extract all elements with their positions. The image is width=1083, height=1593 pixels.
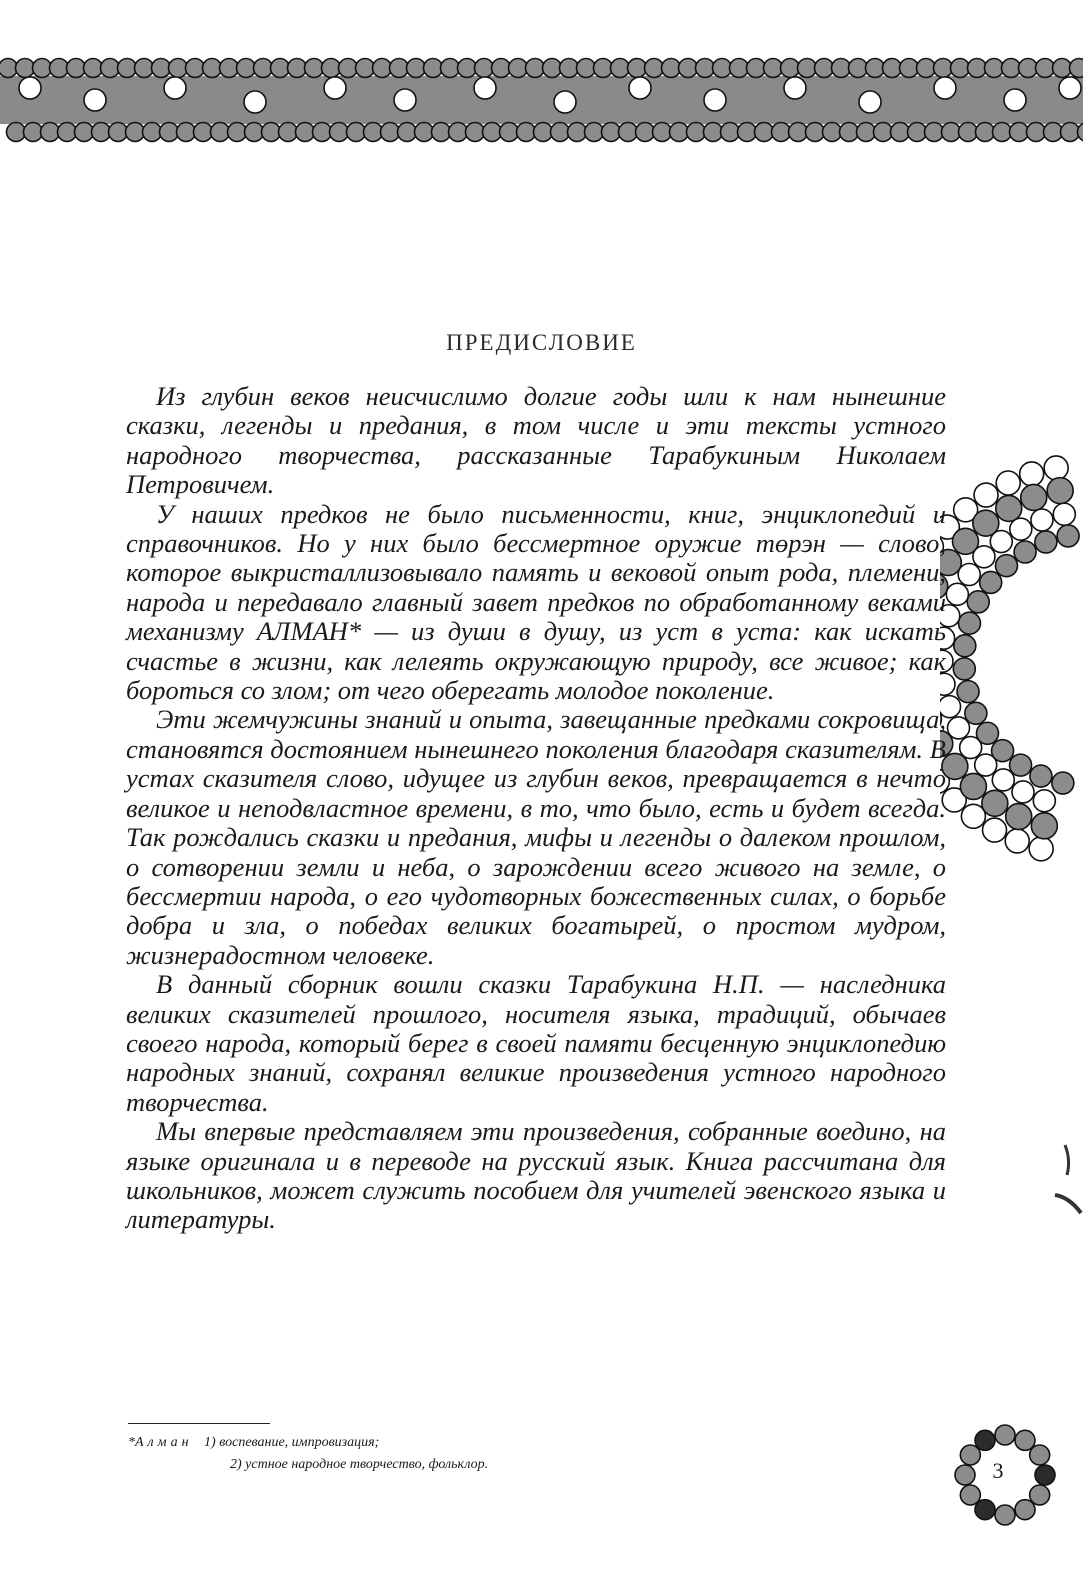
paragraph: У наших предков не было письменности, книг, энциклопедий и справочников. Но у них было бессмертное оружие төрэн — слово, которое выкристаллизовывало память и вековой опыт рода, племени, народа и передавало главный завет предков по обработанному веками механизму АЛМАН* — из души в душу, из уст в уста: как искать счастье в жизни, как лелеять окружающую природу, все живое; как бороться со злом; от чего оберегать молодое поколение. (126, 498, 946, 706)
footnote-divider (128, 1423, 270, 1424)
preface-body (126, 382, 946, 1235)
paragraph: В данный сборник вошли сказки Тарабукина Н.П. — наследника великих сказителей прошлого, носителя языка, традиций, обычаев своего народа, который берег в своей памяти бесценную энциклопедию народных знаний, сохранял великие произведения устного народного творчества. (126, 969, 946, 1117)
page-number: 3 (992, 1458, 1004, 1483)
footnote-marker: * (128, 1435, 135, 1450)
footnote-line-1: 1) воспевание, импровизация; (204, 1435, 380, 1450)
paragraph: Мы впервые представляем эти произведения, собранные воедино, на языке оригинала и в переводе на русский язык. Книга рассчитана для школьников, может служить пособием для учителей эвенского языка и литературы. (126, 1116, 946, 1235)
footnote-line-2: 2) устное народное творчество, фольклор. (230, 1457, 489, 1472)
footnote-term: Алман (135, 1435, 193, 1450)
bead-ring-side-icon (940, 455, 1083, 865)
bead-border-top-icon (0, 48, 1083, 153)
page-corner-mark-icon (1045, 1140, 1083, 1220)
page-title: ПРЕДИСЛОВИЕ (446, 330, 637, 355)
paragraph: Из глубин веков неисчислимо долгие годы шли к нам нынешние сказки, легенды и предания, в том числе и эти тексты устного народного творчества, рассказанные Тарабукиным Николаем Петровичем. (126, 381, 946, 500)
paragraph: Эти жемчужины знаний и опыта, завещанные предками сокровища, становятся достоянием нынешнего поколения благодаря сказителям. В устах сказителя слово, идущее из глубин веков, превращается в нечто великое и неподвластное времени, в то, что было, есть и будет всегда. Так рождались сказки и предания, мифы и легенды о далеком прошлом, о сотворении земли и неба, о зарождении всего живого на земле, о бессмертии народа, о его чудотворных божественных силах, о борьбе добра и зла, о победах великих богатырей, о простом мудром, жизнерадостном человеке. (126, 704, 946, 970)
footnote (128, 1432, 828, 1476)
